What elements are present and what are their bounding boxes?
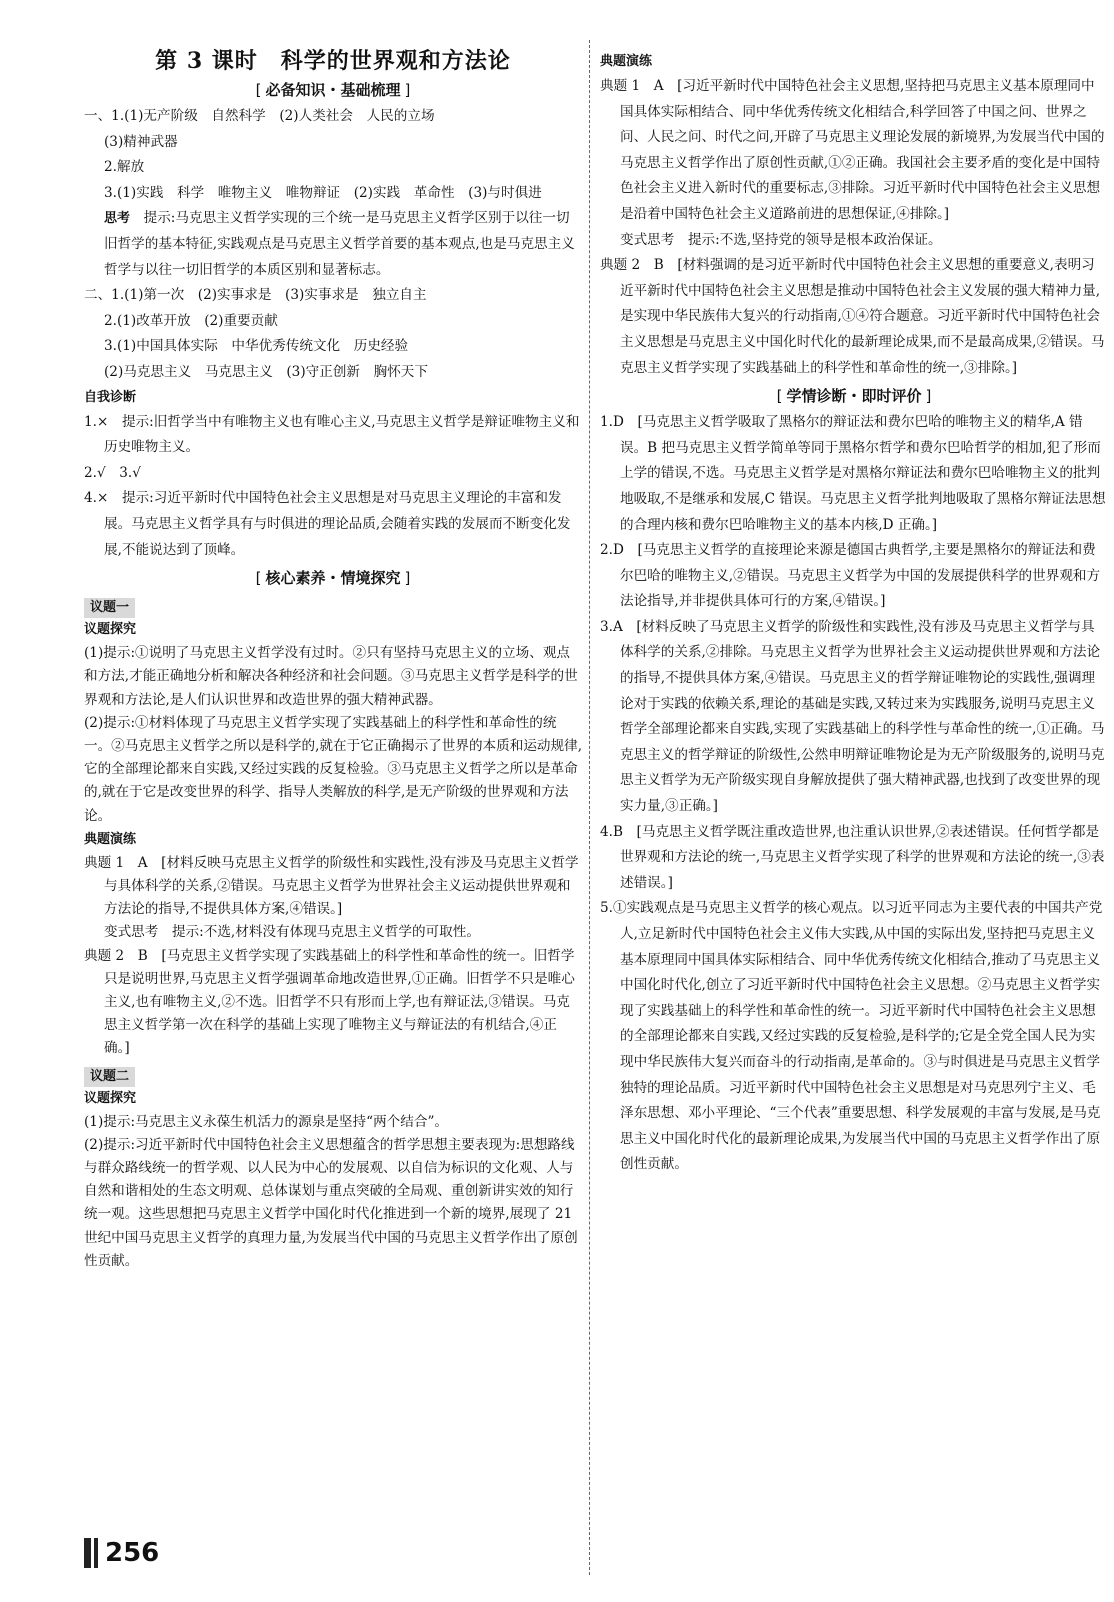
variant-think: 变式思考 提示:不选,坚持党的领导是根本政治保证。 [620, 231, 942, 248]
answer-line: 二、1.(1)第一次 (2)实事求是 (3)实事求是 独立自主 [84, 287, 427, 304]
self-check-item: 4.× 提示:习近平新时代中国特色社会主义思想是对马克思主义理论的丰富和发展。马克思主义哲学具有与时俱进的理论品质,会随着实践的发展而不断变化发展,不能说达到了顶峰。 [84, 490, 571, 558]
self-check-item: 1.× 提示:旧哲学当中有唯物主义也有唯心主义,马克思主义哲学是辩证唯物主义和历史唯物主义。 [84, 413, 580, 456]
variant-think: 变式思考 提示:不选,材料没有体现马克思主义哲学的可取性。 [104, 924, 480, 941]
answer-line: 3.(1)中国具体实际 中华优秀传统文化 历史经验 [104, 338, 409, 355]
drill-item: 典题 2 B [材料强调的是习近平新时代中国特色社会主义思想的重要意义,表明习近平新时代中国特色社会主义思想是推动中国特色社会主义发展的强大精神力量,是实现中华民族伟大复兴的行动指南,①④符合题意。习近平新时代中国特色社会主义思想是马克思主义中国化时代化的最新理论成果,而不是最高成果,②错误。马克思主义哲学实现了实践基础上的科学性和革命性的统一,③排除。] [600, 257, 1105, 376]
answer-line: 一、1.(1)无产阶级 自然科学 (2)人类社会 人民的立场 [84, 108, 435, 124]
diagnosis-item: 4.B [马克思主义哲学既注重改造世界,也注重认识世界,②表述错误。任何哲学都是世界观和方法论的统一,马克思主义哲学实现了科学的世界观和方法论的统一,③表述错误。] [600, 823, 1105, 891]
drill-heading: 典题演练 [84, 831, 137, 847]
self-check-item: 2.√ 3.√ [84, 464, 141, 481]
explore-paragraph: (1)提示:马克思主义永葆生机活力的源泉是坚持“两个结合”。 [84, 1113, 448, 1130]
topic-two-band: 议题二 [84, 1067, 135, 1087]
think-label: 思考 [104, 211, 131, 227]
page-number: 256 [105, 1538, 160, 1568]
drill-item: 典题 2 B [马克思主义哲学实现了实践基础上的科学性和革命性的统一。旧哲学只是说明世界,马克思主义哲学强调革命地改造世界,①正确。旧哲学不只是唯心主义,也有唯物主义,②不选。旧哲学不只有形而上学,也有辩证法,③错误。马克思主义哲学第一次在科学的基础上实现了唯物主义与辩证法的有机结合,④正确。] [84, 947, 575, 1057]
topic-one-band: 议题一 [84, 598, 135, 618]
diagnosis-item: 1.D [马克思主义哲学吸取了黑格尔的辩证法和费尔巴哈的唯物主义的精华,A 错误。B 把马克思主义哲学简单等同于黑格尔哲学和费尔巴哈哲学的相加,犯了形而上学的错误,不选。马克思主义哲学是对黑格尔辩证法和费尔巴哈唯物主义的批判地吸取,不是继承和发展,C 错误。马克思主义哲学批判地吸取了黑格尔辩证法思想的合理内核和费尔巴哈唯物主义的基本内核,D 正确。] [600, 414, 1106, 533]
explore-paragraph: (1)提示:①说明了马克思主义哲学没有过时。②只有坚持马克思主义的立场、观点和方法,才能正确地分析和解决各种经济和社会问题。③马克思主义哲学是科学的世界观和方法论,是人们认识世界和改造世界的强大精神武器。 [84, 645, 578, 708]
answer-line: (3)精神武器 [104, 133, 178, 150]
explore-heading: 议题探究 [84, 622, 137, 638]
page-marker-bar [94, 1538, 98, 1568]
explore-heading: 议题探究 [84, 1090, 137, 1106]
left-column [84, 44, 582, 1273]
page-marker-bar [84, 1538, 91, 1568]
diagnosis-item: 5.①实践观点是马克思主义哲学的核心观点。以习近平同志为主要代表的中国共产党人,立足新时代中国特色社会主义伟大实践,从中国的实际出发,坚持把马克思主义基本原理同中国具体实际相结合、同中华优秀传统文化相结合,推动了马克思主义中国化时代化,创立了习近平新时代中国特色社会主义思想。②马克思主义哲学实现了实践基础上的科学性和革命性的统一。习近平新时代中国特色社会主义思想的全部理论都来自实践,又经过实践的反复检验,是科学的;它是全党全国人民为实现中华民族伟大复兴而奋斗的行动指南,是革命的。③与时俱进是马克思主义哲学独特的理论品质。习近平新时代中国特色社会主义思想是对马克思列宁主义、毛泽东思想、邓小平理论、“三个代表”重要思想、科学发展观的丰富与发展,是马克思主义中国化时代化的最新理论成果,为发展当代中国的马克思主义哲学作出了原创性贡献。 [600, 900, 1103, 1173]
explore-paragraph: (2)提示:习近平新时代中国特色社会主义思想蕴含的哲学思想主要表现为:思想路线与群众路线统一的哲学观、以人民为中心的发展观、以自信为标识的文化观、人与自然和谐相处的生态文明观、总体谋划与重点突破的全局观、重创新讲实效的知行统一观。这些思想把马克思主义哲学中国化时代化推进到一个新的境界,展现了 21 世纪中国马克思主义哲学的真理力量,为发展当代中国的马克思主义哲学作出了原创性贡献。 [84, 1136, 578, 1269]
drill-item: 典题 1 A [习近平新时代中国特色社会主义思想,坚持把马克思主义基本原理同中国具体实际相结合、同中华优秀传统文化相结合,科学回答了中国之问、世界之问、人民之问、时代之问,开辟了马克思主义理论发展的新境界,为发展当代中国的马克思主义哲学作出了原创性贡献,①②正确。我国社会主要矛盾的变化是中国特色社会主义进入新时代的重要标志,③排除。习近平新时代中国特色社会主义思想是沿着中国特色社会主义道路前进的思想保证,④排除。] [600, 78, 1105, 222]
answer-line: 2.解放 [104, 159, 145, 176]
answer-line: (2)马克思主义 马克思主义 (3)守正创新 胸怀天下 [104, 363, 428, 380]
answer-line: 3.(1)实践 科学 唯物主义 唯物辩证 (2)实践 革命性 (3)与时俱进 [104, 184, 542, 201]
drill-item: 典题 1 A [材料反映马克思主义哲学的阶级性和实践性,没有涉及马克思主义哲学与具体科学的关系,②错误。马克思主义哲学为世界社会主义运动提供世界观和方法论的指导,不提供具体方案,④错误。] [84, 854, 579, 918]
section-heading-diagnosis: [ 学情诊断・即时评价 ] [600, 385, 1108, 406]
self-check-heading: 自我诊断 [84, 389, 137, 405]
think-paragraph: 思考 提示:马克思主义哲学实现的三个统一是马克思主义哲学区别于以往一切旧哲学的基本特征,实践观点是马克思主义哲学首要的基本观点,也是马克思主义哲学与以往一切旧哲学的本质区别和显著标志。 [104, 210, 575, 278]
diagnosis-item: 2.D [马克思主义哲学的直接理论来源是德国古典哲学,主要是黑格尔的辩证法和费尔巴哈的唯物主义,②错误。马克思主义哲学为中国的发展提供科学的世界观和方法论指导,并非提供具体可行的方案,④错误。] [600, 542, 1101, 610]
section-heading-basics: [ 必备知识・基础梳理 ] [84, 79, 582, 100]
diagnosis-item: 3.A [材料反映了马克思主义哲学的阶级性和实践性,没有涉及马克思主义哲学与具体科学的关系,②排除。马克思主义哲学为世界社会主义运动提供世界观和方法论的指导,不提供具体方案,④错误。马克思主义的哲学辩证唯物论的实践性,强调理论对于实践的依赖关系,理论的基础是实践,又转过来为实践服务,说明马克思主义哲学全部理论都来自实践,实现了实践基础上的科学性与革命性的统一,①正确。马克思主义的哲学辩证的阶级性,公然申明辩证唯物论是为无产阶级服务的,说明马克思主义哲学为无产阶级实现自身解放提供了强大精神武器,也找到了改变世界的现实力量,③正确。] [600, 618, 1105, 815]
page-title: 第 3 课时 科学的世界观和方法论 [155, 48, 511, 74]
explore-paragraph: (2)提示:①材料体现了马克思主义哲学实现了实践基础上的科学性和革命性的统一。②马克思主义哲学之所以是科学的,就在于它正确揭示了世界的本质和运动规律,它的全部理论都来自实践,又经过实践的反复检验。③马克思主义哲学之所以是革命的,就在于它是改变世界的科学、指导人类解放的科学,是无产阶级的世界观和方法论。 [84, 714, 583, 824]
section-heading-core: [ 核心素养・情境探究 ] [84, 567, 582, 588]
answer-line: 2.(1)改革开放 (2)重要贡献 [104, 312, 278, 329]
column-divider [589, 40, 590, 1575]
right-column [600, 50, 1108, 1178]
page-number-block [84, 1538, 159, 1568]
drill-heading: 典题演练 [600, 54, 653, 69]
